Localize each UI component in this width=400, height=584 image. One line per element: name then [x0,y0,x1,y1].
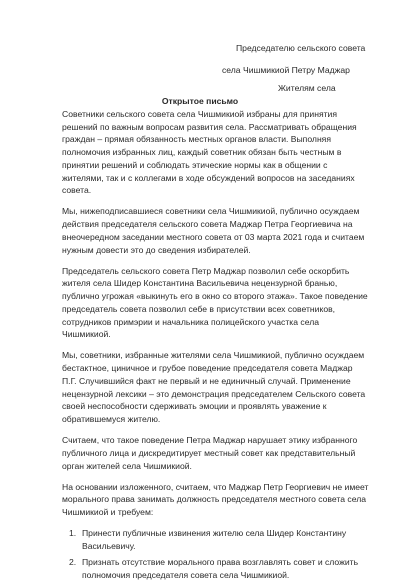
paragraph: Мы, советники, избранные жителями села Чишмикиой, публично осуждаем бестактное, циничное и грубое поведение председателя совета Маджар П.Г. Случившийся факт не первый и не единичный случай. Применение нецензурной лексики – это демонстрация председателем Сельского совета своей неспособности сдерживать эмоции и проявлять уважение к обратившемуся жителю. [62,350,366,424]
list-item-text: Признать отсутствие морального права возглавлять совет и сложить полномочия председателя совета села Чишмикиой. [82,556,359,580]
list-item-number: 2. [69,556,77,567]
letter-body [62,108,369,584]
list-item-number: 1. [69,528,77,539]
list-item [62,527,369,552]
letter-title: Открытое письмо [161,96,239,106]
paragraph: Мы, нижеподписавшиеся советники села Чишмикиой, публично осуждаем действия председателя сельского совета Маджар Петра Георгиевича на внеочередном заседании местного совета от 03 марта 2021 года и считаем нужным довести это до сведения избирателей. [62,206,365,255]
paragraph: Считаем, что такое поведение Петра Маджар нарушает этику избранного публичного лица и дискредитирует местный совет как представительный орган жителей села Чишмикиой. [62,435,358,471]
recipient-line-chairman: Председателю сельского совета [236,43,366,53]
paragraph: На основании изложенного, считаем, что Маджар Петр Георгиевич не имеет морального права занимать должность председателя местного совета села Чишмикиой и требуем: [62,481,369,518]
paragraph: Советники сельского совета села Чишмикиой избраны для принятия решений по важным вопросам развития села. Рассматривать обращения граждан – прямая обязанность местных органов власти. Выполняя полномочия избранных лиц, каждый советник обязан быть честным в принятии решений и соблюдать этические нормы как в общении с жителями, так и с коллегами в ходе обсуждений вопросов на заседаниях совета. [62,109,357,196]
paragraph: Председатель сельского совета Петр Маджар позволил себе оскорбить жителя села Шидер Константина Васильевича нецензурной бранью, публично угрожая «выкинуть его в окно со второго этажа». Такое поведение председатель совета позволил себе в присутствии всех советников, сотрудников примэрии и начальника полицейского участка села Чишмикиой. [62,265,368,340]
list-item-text: Принести публичные извинения жителю села Шидер Константину Васильевичу. [82,528,347,552]
recipient-line-residents: Жителям села [278,83,336,93]
demands-list [62,527,369,581]
list-item [62,556,369,581]
recipient-line-name: села Чишмикиой Петру Маджар [222,65,350,75]
